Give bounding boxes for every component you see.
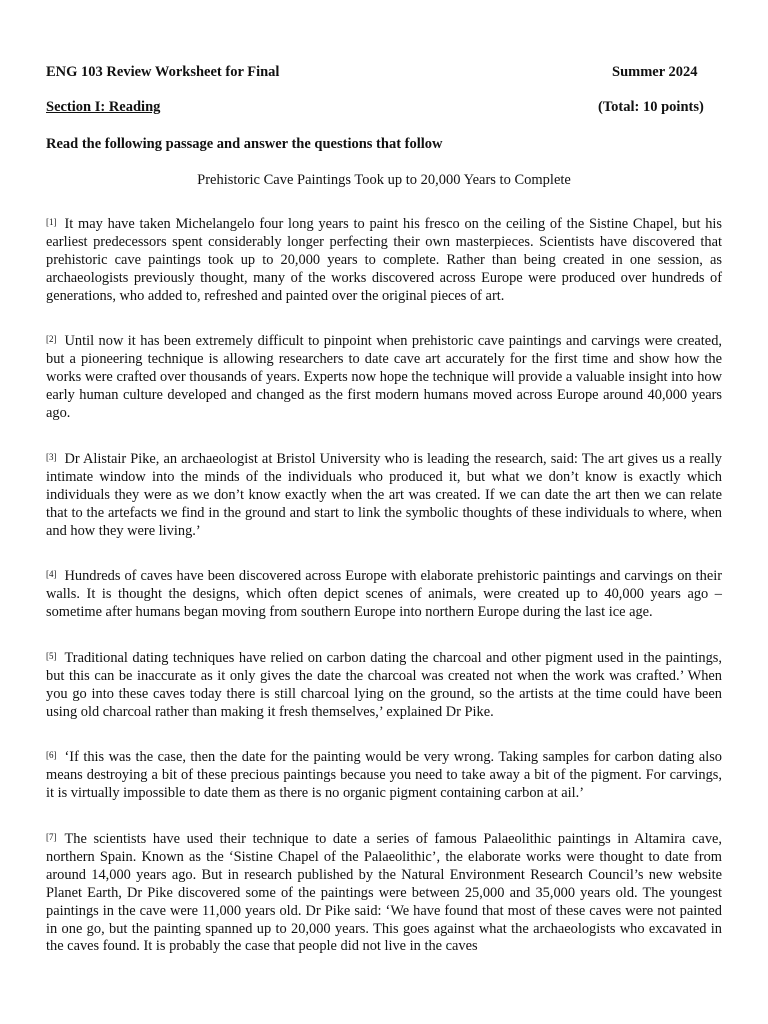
passage-paragraph: [46, 568, 722, 622]
paragraph-text: Hundreds of caves have been discovered across Europe with elaborate prehistoric paintings and carvings on their walls. It is thought the designs, which often depict scenes of animals, were created up to 40,000 years ago – sometime after humans began moving from southern Europe into northern Europe during the last ice age.: [46, 568, 722, 620]
header-row: [46, 63, 710, 81]
paragraph-text: Traditional dating techniques have relied on carbon dating the charcoal and other pigment used in the paintings, but this can be inaccurate as it only gives the date the charcoal was created not when the work was crafted.’ When you go into these caves today there is still charcoal lying on the ground, so the artists at the time could have been using old charcoal rather than making it fresh themselves,’ explained Dr Pike.: [46, 650, 722, 720]
paragraph-number: [3]: [46, 452, 57, 462]
paragraph-text: The scientists have used their technique to date a series of famous Palaeolithic paintings in Altamira cave, northern Spain. Known as the ‘Sistine Chapel of the Palaeolithic’, the elaborate works were thought to date from around 14,000 years ago. But in research published by the Natural Environment Research Council’s new website Planet Earth, Dr Pike discovered some of the paintings were between 25,000 and 35,000 years old. The youngest paintings in the cave were 11,000 years old. Dr Pike said: ‘We have found that most of these caves were not painted in one go, but the painting spanned up to 20,000 years. This goes against what the archaeologists who excavated in the caves found. It is probably the case that people did not live in the caves: [46, 831, 722, 955]
passage-paragraph: [46, 650, 722, 722]
passage-paragraph: [46, 333, 722, 423]
section-label: Section I: Reading: [46, 99, 161, 115]
course-title: ENG 103 Review Worksheet for Final: [46, 64, 280, 80]
section-points: (Total: 10 points): [598, 99, 704, 115]
section-row: [46, 98, 710, 116]
paragraph-text: Until now it has been extremely difficult to pinpoint when prehistoric cave paintings and carvings were created, but a pioneering technique is allowing researchers to date cave art accurately for the first time and show how the works were crafted over thousands of years. Experts now hope the technique will provide a valuable insight into how early human culture developed and changed as the first modern humans moved across Europe around 40,000 years ago.: [46, 333, 722, 421]
paragraph-number: [7]: [46, 832, 57, 842]
paragraph-text: Dr Alistair Pike, an archaeologist at Bristol University who is leading the research, said: The art gives us a really intimate window into the minds of the individuals who produced it, but what we don’t know is exactly which individuals they were as we don’t know exactly when the art was created. If we can date the art then we can relate that to the artefacts we find in the ground and start to link the symbolic thoughts of these individuals to where, when and how they were living.’: [46, 451, 722, 539]
paragraph-number: [6]: [46, 750, 57, 760]
instruction-text: Read the following passage and answer the questions that follow: [46, 136, 443, 152]
passage-title: Prehistoric Cave Paintings Took up to 20,000 Years to Complete: [197, 172, 571, 188]
passage-paragraph: [46, 749, 722, 803]
paragraph-text: It may have taken Michelangelo four long years to paint his fresco on the ceiling of the Sistine Chapel, but his earliest predecessors spent considerably longer perfecting their own masterpieces. Scientists have discovered that prehistoric cave paintings took up to 20,000 years to complete. Rather than being created in one session, as archaeologists previously thought, many of the works discovered across Europe were produced over hundreds of generations, who added to, refreshed and painted over the original pieces of art.: [46, 216, 722, 304]
passage-paragraph: [46, 831, 722, 956]
paragraph-number: [1]: [46, 217, 57, 227]
paragraph-number: [2]: [46, 334, 57, 344]
passage-paragraph: [46, 451, 722, 541]
passage-paragraph: [46, 216, 722, 306]
paragraph-number: [4]: [46, 569, 57, 579]
paragraph-text: ‘If this was the case, then the date for the painting would be very wrong. Taking samples for carbon dating also means destroying a bit of these precious paintings because you need to take away a bit of the pigment. For carvings, it is virtually impossible to date them as there is no organic pigment containing carbon at ail.’: [46, 749, 722, 801]
paragraph-number: [5]: [46, 651, 57, 661]
term-label: Summer 2024: [612, 64, 698, 80]
